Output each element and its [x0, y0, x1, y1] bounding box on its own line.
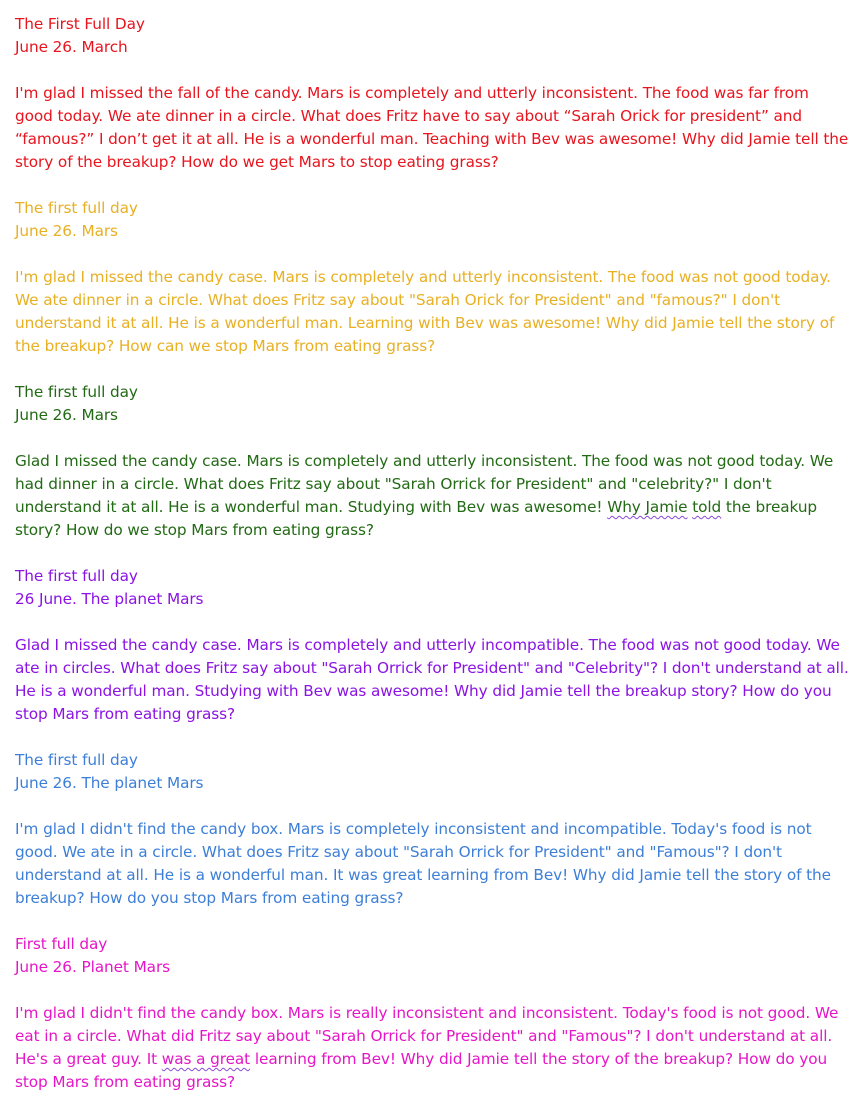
entry-title: The first full day — [15, 199, 138, 217]
entry-yellow — [15, 197, 850, 381]
entry-title: The first full day — [15, 383, 138, 401]
entry-date: 26 June. The planet Mars — [15, 590, 204, 608]
entry-text-part: the breakup story? How do we stop Mars from eating grass? — [15, 498, 818, 539]
entry-text-part: learning from Bev! Why did Jamie tell the story of the breakup? How do you stop Mars from eating grass? — [15, 1050, 828, 1091]
entry-red — [15, 13, 850, 197]
entry-date: June 26. March — [15, 38, 128, 56]
entry-blue — [15, 749, 850, 933]
entry-date: June 26. Mars — [15, 406, 118, 424]
entry-date: June 26. Mars — [15, 222, 118, 240]
entry-purple — [15, 565, 850, 749]
entry-text-part: Glad I missed the candy case. Mars is completely and utterly inconsistent. The food was not good today. We had dinner in a circle. What does Fritz say about "Sarah Orrick for President" and "celebrity?" I don't understand it at all. He is a wonderful man. Studying with Bev was awesome! — [15, 452, 834, 516]
entry-title: The first full day — [15, 751, 138, 769]
spellcheck-flagged-text[interactable]: told — [692, 498, 722, 516]
entry-green — [15, 381, 850, 565]
spellcheck-flagged-text[interactable]: Why Jamie — [607, 498, 688, 516]
entry-text: I'm glad I missed the fall of the candy. Mars is completely and utterly inconsistent. The food was far from good today. We ate dinner in a circle. What does Fritz have to say about “Sarah Orick for president” and “famous?” I don’t get it at all. He is a wonderful man. Teaching with Bev was awesome! Why did Jamie tell the story of the breakup? How do we get Mars to stop eating grass? — [15, 84, 849, 171]
entry-text-part: I'm glad I didn't find the candy box. Mars is really inconsistent and inconsistent. Today's food is not good. We eat in a circle. What did Fritz say about "Sarah Orrick for President" and "Famous"? I don't understand at all. He's a great guy. It — [15, 1004, 839, 1068]
entry-title: The First Full Day — [15, 15, 145, 33]
entry-title: The first full day — [15, 567, 138, 585]
entry-date: June 26. The planet Mars — [15, 774, 204, 792]
entry-text — [15, 1002, 850, 1094]
entry-text — [15, 450, 850, 542]
entry-text: Glad I missed the candy case. Mars is completely and utterly incompatible. The food was not good today. We ate in circles. What does Fritz say about "Sarah Orrick for President" and "Celebrity"? I don't understand at all. He is a wonderful man. Studying with Bev was awesome! Why did Jamie tell the breakup story? How do you stop Mars from eating grass? — [15, 636, 849, 723]
entry-text: I'm glad I missed the candy case. Mars is completely and utterly inconsistent. The food was not good today. We ate dinner in a circle. What does Fritz say about "Sarah Orick for President" and "famous?" I don't understand it at all. He is a wonderful man. Learning with Bev was awesome! Why did Jamie tell the story of the breakup? How can we stop Mars from eating grass? — [15, 268, 835, 355]
document-body — [15, 13, 850, 1094]
spellcheck-flagged-text[interactable]: was a great — [161, 1050, 251, 1068]
entry-date: June 26. Planet Mars — [15, 958, 171, 976]
entry-title: First full day — [15, 935, 108, 953]
entry-magenta — [15, 933, 850, 1094]
entry-text: I'm glad I didn't find the candy box. Mars is completely inconsistent and incompatible. Today's food is not good. We ate in a circle. What does Fritz say about "Sarah Orrick for President" and "Famous"? I don't understand at all. He is a wonderful man. It was great learning from Bev! Why did Jamie tell the story of the breakup? How do you stop Mars from eating grass? — [15, 820, 831, 907]
